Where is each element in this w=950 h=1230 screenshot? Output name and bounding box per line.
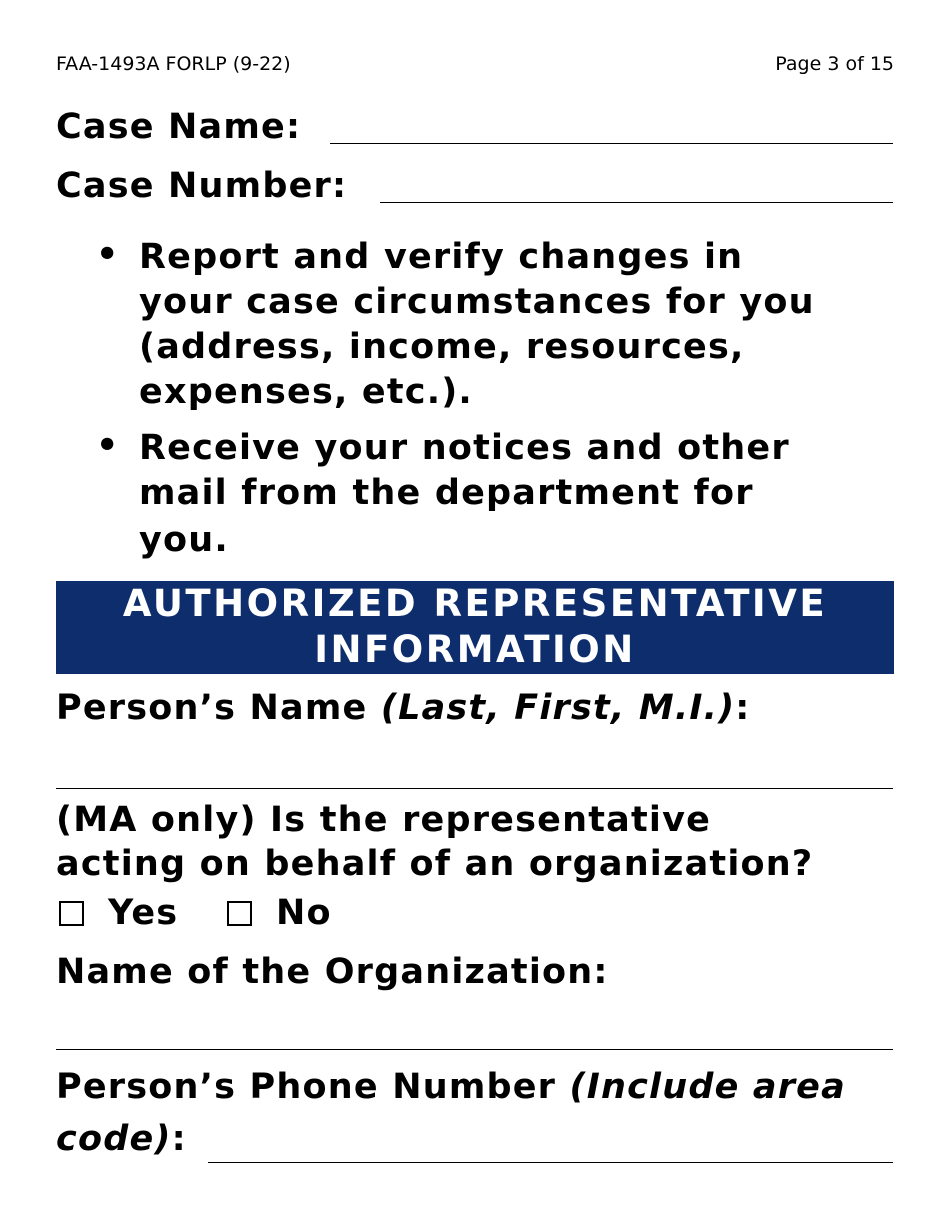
organization-label: Name of the Organization: — [56, 952, 609, 992]
phone-colon: : — [171, 1119, 187, 1159]
case-number-label: Case Number: — [56, 166, 348, 206]
page-number: Page 3 of 15 — [775, 53, 894, 75]
section-title-line: INFORMATION — [314, 628, 636, 671]
organization-field[interactable] — [56, 1005, 897, 1047]
no-checkbox[interactable] — [227, 901, 252, 926]
yes-checkbox[interactable] — [59, 901, 84, 926]
phone-label — [56, 1067, 896, 1107]
form-id: FAA-1493A FORLP (9-22) — [56, 53, 291, 75]
person-name-line — [56, 788, 893, 789]
person-name-hint: (Last, First, M.I.) — [380, 688, 736, 728]
bullet-dot: • — [96, 426, 119, 466]
bullet-line: mail from the department for — [139, 473, 754, 513]
ma-question-line: (MA only) Is the representative — [56, 800, 712, 840]
bullet-line: expenses, etc.). — [139, 372, 473, 412]
section-banner — [56, 581, 894, 674]
yes-label: Yes — [108, 893, 179, 933]
person-name-text: Person’s Name — [56, 688, 381, 728]
person-name-label — [56, 688, 751, 728]
person-name-field[interactable] — [56, 745, 897, 787]
person-name-colon: : — [735, 688, 751, 728]
phone-label-cont — [56, 1119, 187, 1159]
bullet-line: Receive your notices and other — [139, 428, 790, 468]
bullet-line: you. — [139, 520, 229, 560]
bullet-line: your case circumstances for you — [139, 282, 815, 322]
phone-hint: (Include area — [569, 1067, 846, 1107]
case-number-field[interactable] — [380, 169, 897, 203]
phone-hint-cont: code) — [56, 1119, 172, 1159]
bullet-line: Report and verify changes in — [139, 237, 744, 277]
case-name-label: Case Name: — [56, 107, 302, 147]
bullet-line: (address, income, resources, — [139, 327, 745, 367]
section-title-line: AUTHORIZED REPRESENTATIVE — [122, 582, 828, 625]
organization-line — [56, 1049, 893, 1050]
phone-field[interactable] — [208, 1125, 897, 1161]
case-name-field[interactable] — [330, 110, 897, 144]
bullet-dot: • — [96, 235, 119, 275]
phone-label-text: Person’s Phone Number — [56, 1067, 570, 1107]
no-label: No — [276, 893, 332, 933]
phone-line — [208, 1162, 893, 1163]
ma-question-line: acting on behalf of an organization? — [56, 844, 814, 884]
